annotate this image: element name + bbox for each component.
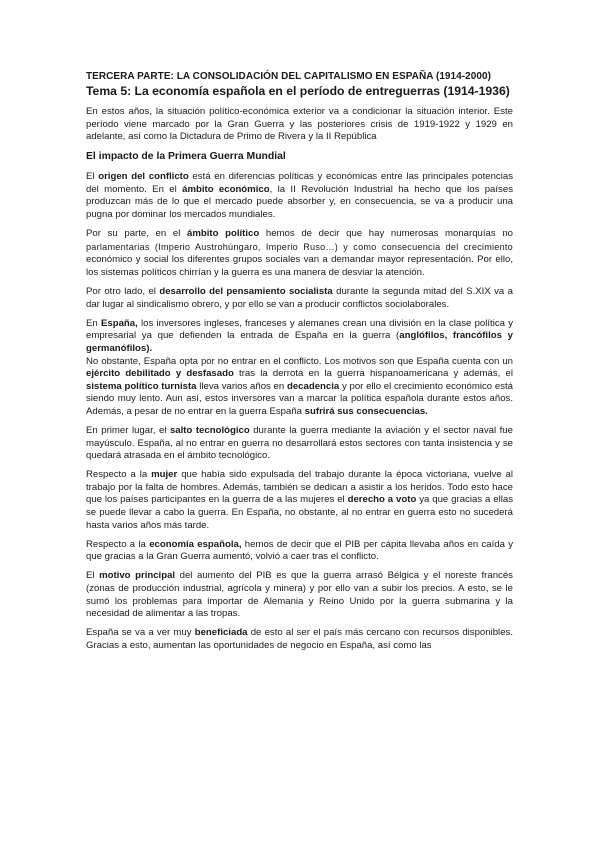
- text: tras la derrota en la guerra hispanoamericana y además, el: [233, 368, 514, 380]
- text: En primer lugar, el: [86, 424, 170, 436]
- text: durante la segunda mitad del S.XIX va a dar lugar al sindicalismo obrero, y por ello se van a producir conflictos sociolaborales.: [86, 286, 513, 310]
- text: que había sido expulsada del trabajo durante la época victoriana, vuelve al trabajo por la falta de hombres. Además, también se dedican a asistir a los heridos. Todo esto hace que los países participantes en la guerra de a las mujeres el: [86, 469, 513, 506]
- text: Respecto a la: [86, 469, 152, 481]
- emphasis: salto tecnológico: [169, 424, 250, 436]
- part-title: TERCERA PARTE: LA CONSOLIDACIÓN DEL CAPITALISMO EN ESPAÑA (1914-2000): [86, 71, 491, 82]
- emphasis: mujer: [151, 469, 178, 481]
- paragraph-gdp: [86, 570, 513, 620]
- emphasis: beneficiada: [194, 627, 248, 639]
- text: parlamentarias (Imperio Austrohúngaro, Imperio Ruso…) y como consecuencia del crecimiento: [86, 241, 513, 252]
- text: del aumento del PIB es que la guerra arrasó Bélgica y el noreste francés (zonas de producción industrial, agrícola y minera) y por ello van a subir los precios. A esto, se le sumó los problemas para importar de Alemania y Reino Unido por la guerra submarina y la necesidad de alimentar a las tropas.: [86, 570, 513, 620]
- paragraph-economy: [86, 539, 513, 564]
- text: Respecto a la: [86, 538, 150, 550]
- text: En: [86, 317, 101, 329]
- emphasis: ejército debilitado y desfasado: [86, 368, 234, 380]
- emphasis: derecho a voto: [347, 494, 417, 506]
- paragraph-technology: [86, 425, 513, 463]
- section-title: El impacto de la Primera Guerra Mundial: [86, 151, 286, 163]
- document-page: [86, 70, 513, 659]
- text: hemos de decir que hay numerosas monarquías no: [259, 228, 513, 240]
- emphasis: anglófilos, francófilos y germanófilos).: [86, 330, 513, 354]
- paragraph-women: [86, 469, 513, 532]
- theme-title: Tema 5: La economía española en el período de entreguerras (1914-1936): [86, 84, 510, 98]
- text: durante la guerra mediante la aviación y el sector naval fue mayúsculo. España, al no entrar en guerra no desarrollará estos sectores con tanta insistencia y se quedará atrasada en el ámbito tecnológico.: [86, 424, 513, 462]
- emphasis: origen del conflicto: [98, 171, 189, 183]
- paragraph-neutrality: [86, 356, 513, 419]
- emphasis: España,: [100, 317, 138, 329]
- emphasis: motivo principal: [99, 570, 176, 582]
- emphasis: economía española,: [149, 538, 242, 550]
- emphasis: decadencia: [286, 380, 340, 392]
- paragraph-origin: [86, 171, 513, 221]
- text: lleva varios años en: [196, 380, 287, 392]
- text: Por su parte, en el: [86, 228, 188, 240]
- emphasis: sufrirá sus consecuencias.: [304, 405, 428, 417]
- text: de esto al ser el país más cercano con recursos disponibles. Gracias a esto, aumentan las oportunidades de negocio en España, así como las: [86, 627, 513, 651]
- text: ya que gracias a ellas se puede llevar a cabo la guerra. En España, no obstante, al no entrar en guerra esto no sucederá hasta varios años más tarde.: [86, 494, 513, 531]
- text: , la II Revolución Industrial ha hecho que los países produzcan más de lo que el mercado puede absorber y, en consecuencia, se va a producir una pugna por dominar los mercados mundiales.: [86, 183, 513, 221]
- emphasis: ámbito económico: [182, 183, 270, 195]
- text: No obstante, España opta por no entrar en el conflicto. Los motivos son que España cuenta con un: [86, 355, 513, 367]
- emphasis: desarrollo del pensamiento socialista: [159, 286, 333, 298]
- text: y por ello el crecimiento económico está siendo muy lento. Aun así, estos inversores van a marcar la política española durante estos años. Además, a pesar de no entrar en la guerra España: [86, 380, 514, 417]
- emphasis: sistema político turnista: [86, 380, 197, 392]
- text: España se va a ver muy: [86, 627, 195, 639]
- text: hemos de decir que el PIB per cápita llevaba años en caída y que gracias a la Gran Guerra aumentó, volvió a caer tras el conflicto.: [86, 538, 513, 563]
- paragraph-spain: [86, 318, 513, 356]
- intro-paragraph: En estos años, la situación político-económica exterior va a condicionar la situación interior. Este período viene marcado por la Gran Guerra y las posteriores crisis de 1919-1922 y 1929 en adelante, así como la Dictadura de Primo de Rivera y la II República: [86, 106, 513, 143]
- paragraph-benefit: [86, 627, 513, 652]
- text: los inversores ingleses, franceses y alemanes crean una división en la clase política y empresarial ya que defienden la entrada de España en la guerra (: [86, 317, 513, 342]
- text: está en diferencias políticas y económicas entre las principales potencias del momento. En el: [86, 171, 513, 195]
- text: económico y social los diferentes grupos sociales van a demandar mayor representación. Por ello, los sistemas políticos chirrían y la guerra es una manera de desviar la atención.: [86, 254, 513, 278]
- text: Por otro lado, el: [86, 286, 160, 298]
- text: El: [86, 570, 100, 582]
- paragraph-socialism: [86, 286, 513, 311]
- text: El: [86, 171, 99, 183]
- emphasis: ámbito político: [187, 228, 260, 240]
- paragraph-political: [86, 228, 513, 279]
